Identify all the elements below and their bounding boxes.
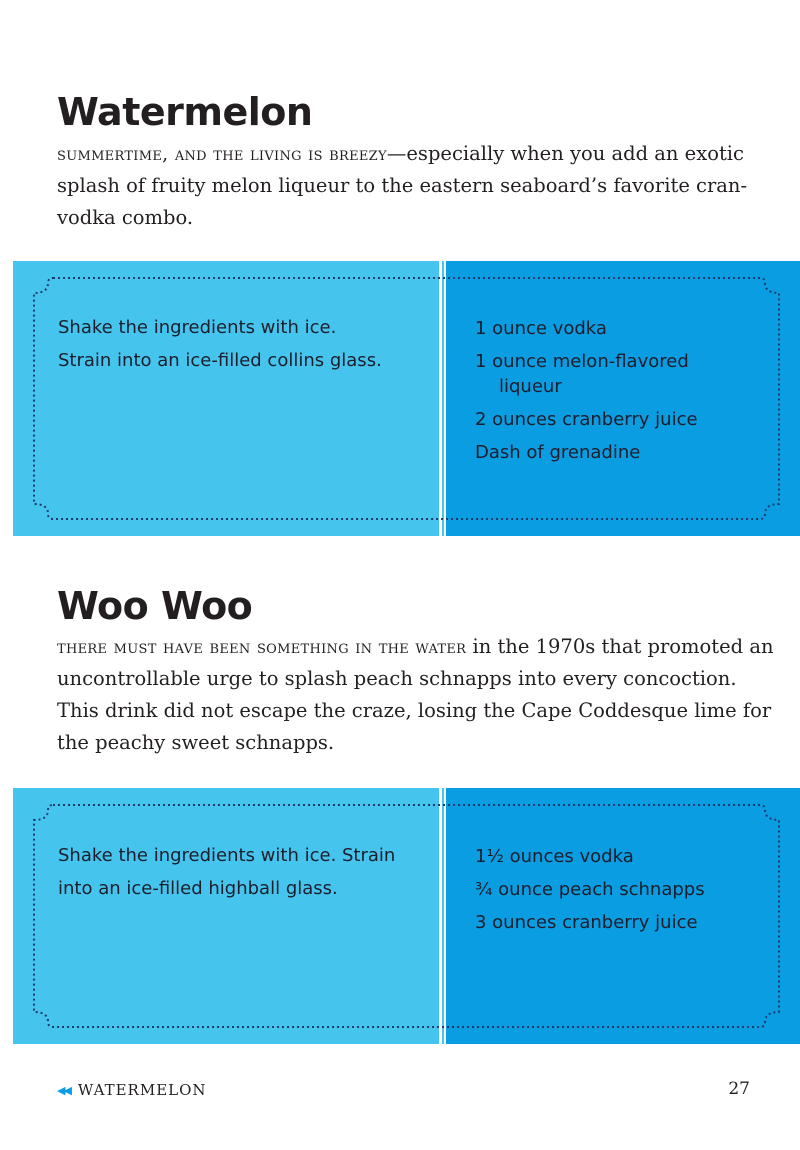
ingredients-list: [475, 316, 775, 473]
ingredient-line: 3 ounces cranberry juice: [475, 912, 698, 933]
footer-section-name: WATERMELON: [77, 1081, 207, 1099]
double-left-arrow-icon: ◀◀: [57, 1083, 70, 1097]
intro-lead: there must have been something in the water: [57, 636, 467, 658]
intro-lead: summertime, and the living is breezy: [57, 143, 387, 165]
ingredient-item: [475, 910, 775, 935]
method-line: Strain into an ice-filled collins glass.: [58, 350, 382, 371]
page-number: 27: [728, 1079, 750, 1099]
recipe-card: [13, 788, 800, 1044]
recipe-intro: [57, 631, 777, 759]
ingredient-line: 1½ ounces vodka: [475, 846, 634, 867]
ingredient-line: 1 ounce melon-flavored: [475, 351, 689, 372]
ingredient-item: [475, 407, 775, 432]
recipe-intro: [57, 138, 777, 234]
ingredient-item: [475, 844, 775, 869]
ingredient-item: [475, 440, 775, 465]
ingredient-line: Dash of grenadine: [475, 442, 641, 463]
ingredient-line: ¾ ounce peach schnapps: [475, 879, 705, 900]
ingredients-list: [475, 844, 775, 943]
recipe-title: Watermelon: [57, 90, 313, 134]
ingredient-item: [475, 349, 775, 399]
intro-rest: in the 1970s that promoted an uncontrollable urge to splash peach schnapps into every concoction. This drink did not escape the craze, losing the Cape Coddesque lime for the peachy sweet schnapps.: [57, 635, 774, 754]
method-line: Shake the ingredients with ice.: [58, 317, 337, 338]
recipe-title: Woo Woo: [57, 584, 253, 628]
method-text: [58, 311, 428, 377]
ingredient-line-continued: liqueur: [499, 376, 562, 397]
method-text: [58, 839, 433, 905]
ingredient-item: [475, 877, 775, 902]
ingredient-item: [475, 316, 775, 341]
intro-rest: —especially when you add an exotic splash of fruity melon liqueur to the eastern seaboard’s favorite cran-vodka combo.: [57, 142, 748, 229]
method-line: Shake the ingredients with ice. Strain: [58, 845, 396, 866]
running-footer: [57, 1081, 207, 1099]
method-line: into an ice-filled highball glass.: [58, 878, 338, 899]
ingredient-line: 1 ounce vodka: [475, 318, 607, 339]
recipe-card: [13, 261, 800, 536]
ingredient-line: 2 ounces cranberry juice: [475, 409, 698, 430]
